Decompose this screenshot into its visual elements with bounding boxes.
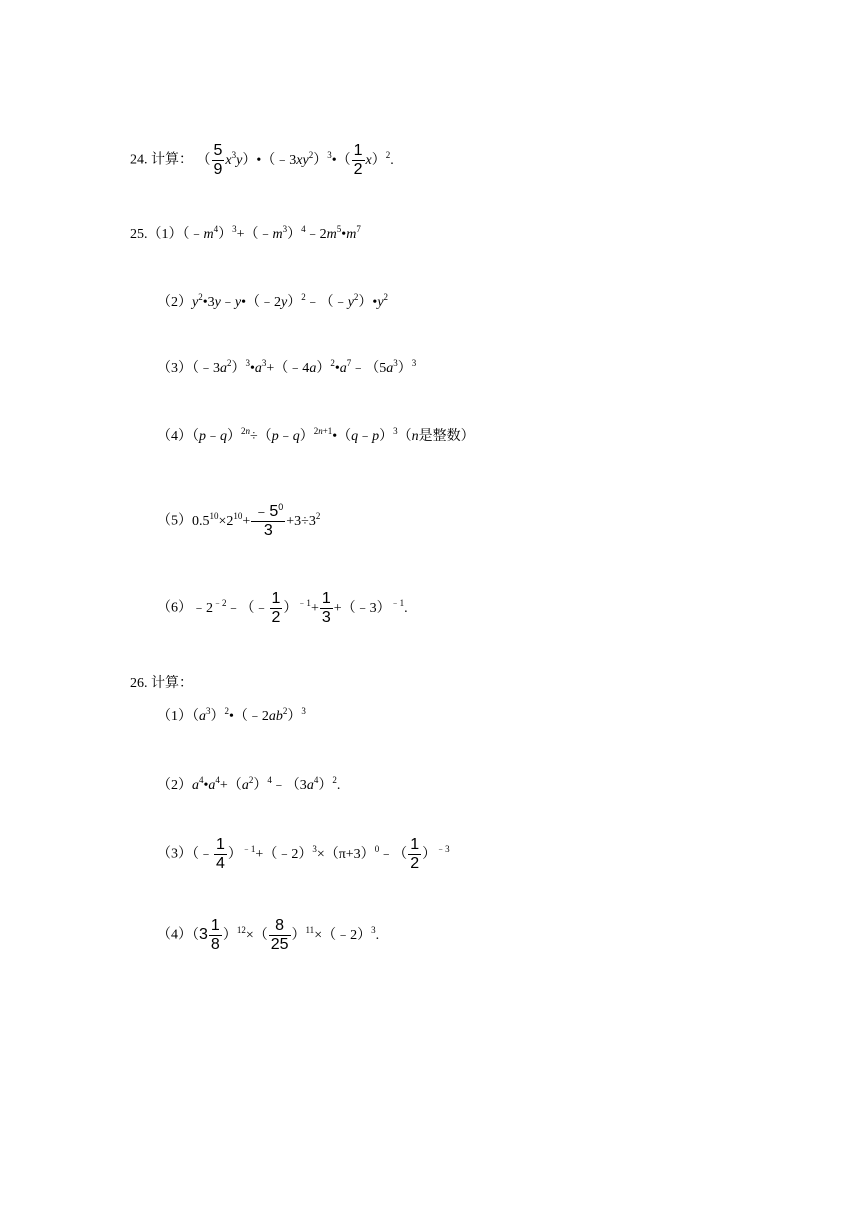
q25-p4-note: 是整数） [418, 429, 475, 444]
q25-p6-expression: $﹣2^{﹣2}﹣(﹣$ $\frac{1}{2}$ ）$^{﹣1}$+ $\frac{1}{3}$ +（﹣3）$^{﹣1}$. [192, 590, 408, 626]
q26-p2-label: （2） [157, 778, 192, 793]
q26-p3-label: （3） [157, 846, 192, 862]
q25-p4-label: （4） [157, 429, 192, 444]
q25-p4-expression: （p﹣q）$^{2n}$÷（p﹣q）$^{2n+1}$•（q﹣p）$^3$（n [192, 426, 419, 444]
q25-p1-label: （1） [147, 227, 183, 242]
q25-p2-line [157, 292, 389, 310]
fraction-1-2: $\frac{1}{2}$ [410, 836, 420, 872]
q26-number: 26. [130, 676, 148, 691]
q26-p3-line [157, 836, 450, 873]
q26-label: 计算： [151, 676, 193, 691]
q26-p3-expression: （﹣ $\frac{1}{4}$ ）$^{﹣1}+(﹣2)^3\times(\pi+3)^0﹣$（ $\frac{1}{2}$ ）$^{﹣3}$ [192, 836, 450, 872]
q25-p6-label: （6） [157, 600, 192, 616]
fraction-1-2: $\frac{1}{2}$ [271, 590, 281, 626]
q24-number: 24. [130, 152, 148, 168]
fraction-5-9: $\frac{5}{9}$ [213, 142, 223, 178]
q24-label: 计算： [151, 152, 193, 168]
q25-p3-expression: $(﹣3a^2)^3•a^3+(﹣4a)^2•a^7﹣(5a^3)^3$ [192, 358, 417, 376]
q25-p5-expression: $0.5^{10}\times 2^{10}+$ $\frac{﹣5^0}{3}$ $+3\div 3^2$ [192, 502, 321, 539]
fraction-1-3: $\frac{1}{3}$ [321, 590, 331, 626]
q26-p1-label: （1） [157, 709, 192, 724]
fraction-8-25: $\frac{8}{25}$ [270, 917, 289, 953]
fraction-neg5pow0-3: $\frac{﹣5^0}{3}$ [253, 502, 284, 539]
q26-p1-line [157, 706, 306, 724]
q26-p4-label: （4） [157, 927, 192, 943]
q25-p1-expression: $(﹣m^4)^3+(﹣m^3)^4﹣2m^5•m^7$ [182, 224, 361, 242]
q26-p4-expression: （3 $\frac{1}{8}$ ）$^{12}$×（ $\frac{8}{25}$ ）$^{11}$×（﹣2）$^3$. [192, 917, 380, 953]
q25-p6-line [157, 590, 408, 627]
q25-p3-label: （3） [157, 361, 192, 376]
fraction-1-8: $\frac{1}{8}$ [210, 917, 220, 953]
q25-p2-expression: $y^2•3y﹣y•(﹣2y)^2﹣(﹣y^2)•y^2$ [192, 292, 389, 310]
q24-expression: （ $\frac{5}{9}$ $x^3y)•(﹣3xy^2)^3•$（ $\frac{1}{2}$ x）$^2$. [196, 142, 394, 178]
q25-p4-line [157, 426, 475, 444]
q24-line [130, 142, 394, 179]
q26-p1-expression: $(a^3)^2•(﹣2ab^2)^3$ [192, 706, 306, 724]
q25-p2-label: （2） [157, 295, 192, 310]
q25-number: 25. [130, 227, 148, 242]
fraction-1-2: $\frac{1}{2}$ [353, 142, 363, 178]
q25-p5-line [157, 503, 320, 540]
fraction-1-4: $\frac{1}{4}$ [216, 836, 225, 872]
q26-header-line [130, 677, 193, 691]
q26-p2-line [157, 775, 341, 793]
q25-p3-line [157, 358, 417, 376]
q25-p5-label: （5） [157, 513, 192, 529]
q26-p4-line [157, 917, 379, 954]
q25-p1-line [130, 224, 361, 242]
q26-p2-expression: $a^4•a^4+(a^2)^4﹣(3a^4)^2$. [192, 775, 341, 793]
